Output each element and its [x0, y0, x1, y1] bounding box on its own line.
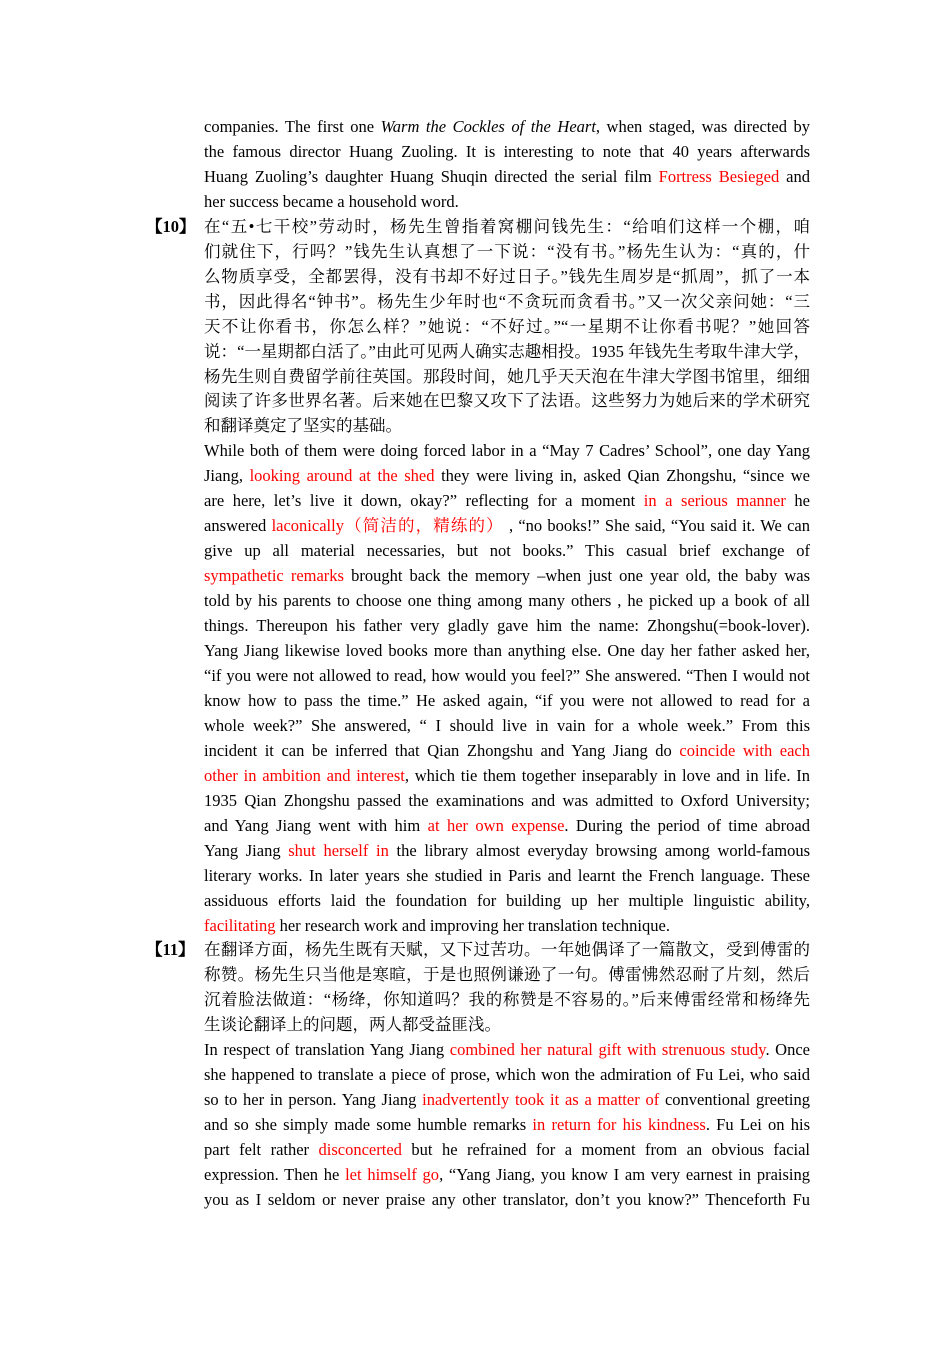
text-run: In respect of translation Yang Jiang	[204, 1040, 450, 1060]
text-line	[204, 1038, 810, 1063]
text-run: , “no books!” She said, “You said it. We can	[503, 516, 810, 536]
text-line: Yang Jiang likewise loved books more than anything else. One day her father asked her,	[204, 641, 810, 661]
text-line: whole week?” She answered, “ I should live in vain for a whole week.” From this	[204, 715, 810, 735]
text-run: Jiang,	[204, 466, 250, 486]
text-line	[204, 564, 810, 589]
text-line	[204, 914, 810, 939]
text-line: the famous director Huang Zuoling. It is interesting to note that 40 years afterwards	[204, 141, 810, 161]
text-run: , which tie them together inseparably in love and in life. In	[404, 765, 810, 785]
text-run: are here, let’s live it down, okay?” reflecting for a moment	[204, 491, 644, 511]
highlighted-phrase: coincide with each	[679, 740, 810, 760]
text-run: and	[779, 166, 810, 186]
text-line: told by his parents to choose one thing among many others , he picked up a book of all	[204, 591, 810, 611]
numbered-section	[146, 215, 811, 939]
highlighted-phrase: in return for his kindness	[532, 1115, 706, 1135]
text-line: give up all material necessaries, but not books.” This casual brief exchange of	[204, 541, 810, 561]
text-run: expression. Then he	[204, 1165, 346, 1185]
text-line: 们就住下，行吗？”钱先生认真想了一下说：“没有书。”杨先生认为：“真的，什	[204, 241, 810, 261]
paragraph	[204, 215, 810, 440]
paragraph	[204, 1038, 810, 1213]
text-run: . Once	[765, 1040, 810, 1060]
text-line	[204, 489, 810, 514]
text-line: her success became a household word.	[204, 191, 459, 211]
text-line: know how to pass the time.” He asked again, “if you were not allowed to read for a	[204, 690, 810, 710]
text-line: 阅读了许多世界名著。后来她在巴黎又攻下了法语。这些努力为她后来的学术研究	[204, 391, 810, 411]
italic-title: Warm the Cockles of the Heart	[380, 117, 596, 136]
text-line	[204, 764, 810, 789]
highlighted-phrase: at her own expense	[427, 815, 565, 835]
text-line: 在“五•七干校”劳动时，杨先生曾指着窝棚问钱先生：“给咱们这样一个棚，咱	[204, 216, 810, 236]
text-line	[204, 115, 810, 140]
text-line: 称赞。杨先生只当他是寒暄，于是也照例谦逊了一句。傅雷怫然忍耐了片刻，然后	[204, 965, 810, 985]
text-line: 1935 Qian Zhongshu passed the examinations and was admitted to Oxford University;	[204, 790, 810, 810]
highlighted-phrase: Fortress Besieged	[658, 166, 780, 186]
text-run: . During the period of time abroad	[564, 815, 810, 835]
numbered-section	[146, 938, 811, 1212]
paragraph	[204, 115, 810, 215]
text-line: While both of them were doing forced labor in a “May 7 Cadres’ School”, one day Yang	[204, 441, 810, 461]
text-run: conventional greeting	[659, 1090, 811, 1110]
text-line: literary works. In later years she studied in Paris and learnt the French language. These	[204, 865, 810, 885]
highlighted-phrase: laconically（简洁的，精练的）	[271, 516, 504, 536]
text-line: “if you were not allowed to read, how would you feel?” She answered. “Then I would not	[204, 665, 810, 685]
text-line: assiduous efforts laid the foundation for building up her multiple linguistic ability,	[204, 890, 810, 910]
text-run: her research work and improving her translation technique.	[275, 915, 670, 935]
highlighted-phrase: let himself go	[345, 1165, 440, 1185]
text-line: 生谈论翻译上的问题，两人都受益匪浅。	[204, 1015, 501, 1035]
text-run: Yang Jiang	[204, 840, 289, 860]
text-line	[204, 1138, 810, 1163]
text-column	[146, 115, 811, 1213]
text-line: 在翻译方面，杨先生既有天赋，又下过苦功。一年她偶译了一篇散文，受到傅雷的	[204, 940, 810, 960]
text-line: she happened to translate a piece of prose, which won the admiration of Fu Lei, who said	[204, 1065, 810, 1085]
text-line: 和翻译奠定了坚实的基础。	[204, 416, 402, 436]
text-line: things. Thereupon his father very gladly gave him the name: Zhongshu(=book-lover).	[204, 616, 810, 636]
text-run: but he refrained for a moment from an obvious facial	[401, 1140, 811, 1160]
text-line: you as I seldom or never praise any other translator, don’t you know?” Thenceforth Fu	[204, 1189, 810, 1209]
text-line: 天不让你看书，你怎么样？”她说：“不好过。”“一星期不让你看书呢？”她回答	[204, 316, 810, 336]
highlighted-phrase: facilitating	[204, 915, 276, 935]
text-run: brought back the memory –when just one year old, the baby was	[343, 566, 811, 586]
continued-section	[204, 115, 810, 215]
highlighted-phrase: sympathetic remarks	[204, 566, 344, 586]
text-run: , when staged, was directed by	[595, 117, 810, 136]
section-number-marker: 【11】	[146, 940, 195, 960]
text-line	[204, 1088, 810, 1113]
text-run: Huang Zuoling’s daughter Huang Shuqin directed the serial film	[204, 166, 659, 186]
text-line	[204, 839, 810, 864]
text-line: 么物质享受，全都罢得，没有书却不好过日子。”钱先生周岁是“抓周”，抓了一本	[204, 266, 810, 286]
highlighted-phrase: in a serious manner	[643, 491, 786, 511]
paragraph	[204, 439, 810, 938]
text-line	[204, 464, 810, 489]
text-line	[204, 814, 810, 839]
text-line: 书，因此得名“钟书”。杨先生少年时也“不贪玩而贪看书。”又一次父亲问她：“三	[204, 291, 810, 311]
text-run: he	[785, 491, 810, 511]
highlighted-phrase: inadvertently took it as a matter of	[422, 1090, 660, 1110]
highlighted-phrase: combined her natural gift with strenuous study	[449, 1040, 766, 1060]
text-run: part felt rather	[204, 1140, 319, 1160]
text-line	[204, 165, 810, 190]
text-line: 说：“一星期都白活了。”由此可见两人确实志趣相投。1935 年钱先生考取牛津大学，	[204, 341, 810, 361]
text-run: and so she simply made some humble remarks	[204, 1115, 533, 1135]
section-number-marker: 【10】	[146, 216, 196, 236]
text-run: and Yang Jiang went with him	[204, 815, 428, 835]
text-run: , “Yang Jiang, you know I am very earnest in praising	[439, 1165, 811, 1185]
text-run: incident it can be inferred that Qian Zhongshu and Yang Jiang do	[204, 740, 680, 760]
highlighted-phrase: shut herself in	[288, 840, 389, 860]
text-line: 杨先生则自费留学前往英国。那段时间，她几乎天天泡在牛津大学图书馆里，细细	[204, 366, 810, 386]
highlighted-phrase: other in ambition and interest	[204, 765, 405, 785]
text-run: the library almost everyday browsing among world-famous	[388, 840, 811, 860]
text-line	[204, 514, 810, 539]
highlighted-phrase: disconcerted	[318, 1140, 402, 1160]
text-run: companies. The first one	[204, 117, 381, 136]
text-line	[204, 1113, 810, 1138]
highlighted-phrase: looking around at the shed	[249, 466, 435, 486]
text-line	[204, 739, 810, 764]
paragraph	[204, 938, 810, 1038]
text-line	[204, 1163, 810, 1188]
text-run: they were living in, asked Qian Zhongshu, “since we	[434, 466, 810, 486]
text-run: . Fu Lei on his	[705, 1115, 811, 1135]
text-run: so to her in person. Yang Jiang	[204, 1090, 423, 1110]
text-run: answered	[204, 516, 272, 536]
text-line: 沉着脸法做道：“杨绛，你知道吗？我的称赞是不容易的。”后来傅雷经常和杨绛先	[204, 990, 810, 1010]
